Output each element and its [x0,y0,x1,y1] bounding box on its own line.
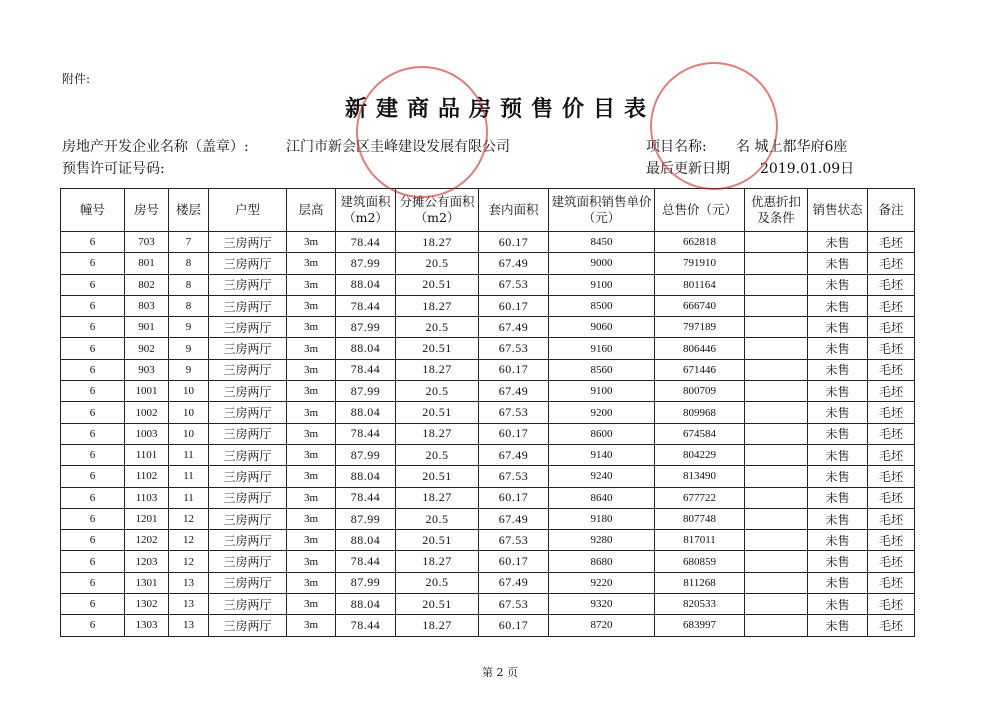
table-cell: 9 [169,317,209,338]
table-cell: 13 [169,594,209,615]
table-cell: 1301 [125,572,169,593]
table-row [61,530,915,551]
table-cell: 毛坯 [868,444,915,465]
table-cell: 10 [169,381,209,402]
table-cell: 6 [61,402,125,423]
column-header: 房号 [125,189,169,232]
table-cell: 78.44 [336,359,396,380]
table-cell: 三房两厅 [209,338,287,359]
table-cell: 78.44 [336,423,396,444]
table-cell: 未售 [808,317,868,338]
update-date: 2019.01.09日 [760,161,855,177]
table-cell [745,359,808,380]
table-row [61,615,915,636]
table-cell: 78.44 [336,551,396,572]
table-cell: 1202 [125,530,169,551]
table-cell: 10 [169,423,209,444]
table-cell: 3m [287,359,336,380]
table-cell: 毛坯 [868,530,915,551]
table-cell: 67.53 [479,466,549,487]
table-cell: 毛坯 [868,423,915,444]
table-cell: 18.27 [396,295,479,316]
column-header: 销售状态 [808,189,868,232]
column-header: 分摊公有面积（m2） [396,189,479,232]
project-name: 名 城上都华府6座 [736,139,848,155]
table-cell: 67.49 [479,572,549,593]
table-cell: 683997 [655,615,745,636]
table-cell: 60.17 [479,487,549,508]
table-cell: 20.51 [396,594,479,615]
table-cell: 60.17 [479,423,549,444]
table-cell: 20.5 [396,317,479,338]
table-cell: 680859 [655,551,745,572]
developer-name: 江门市新会区圭峰建设发展有限公司 [286,139,510,155]
government-seal [650,62,778,190]
table-cell: 9200 [549,402,655,423]
column-header: 建筑面积（m2） [336,189,396,232]
table-cell: 60.17 [479,295,549,316]
table-cell: 3m [287,594,336,615]
table-cell: 3m [287,402,336,423]
price-table [60,188,915,637]
table-cell: 三房两厅 [209,487,287,508]
table-cell: 3m [287,274,336,295]
table-cell: 1103 [125,487,169,508]
table-cell: 811268 [655,572,745,593]
table-cell: 13 [169,572,209,593]
company-seal [356,66,488,198]
table-cell: 9280 [549,530,655,551]
table-cell: 78.44 [336,615,396,636]
table-row [61,444,915,465]
table-cell: 三房两厅 [209,594,287,615]
table-cell: 8 [169,274,209,295]
table-cell: 67.53 [479,594,549,615]
table-cell: 1102 [125,466,169,487]
table-cell: 78.44 [336,487,396,508]
table-cell: 3m [287,253,336,274]
table-cell: 3m [287,615,336,636]
table-cell: 9180 [549,508,655,529]
table-cell: 未售 [808,466,868,487]
table-cell: 未售 [808,530,868,551]
table-cell: 未售 [808,232,868,253]
column-header: 建筑面积销售单价（元） [549,189,655,232]
table-cell: 未售 [808,359,868,380]
table-cell: 6 [61,232,125,253]
document-title: 新建商品房预售价目表 [344,96,655,122]
table-cell: 3m [287,508,336,529]
table-cell: 未售 [808,253,868,274]
table-cell: 6 [61,381,125,402]
table-cell: 3m [287,338,336,359]
table-cell: 8 [169,295,209,316]
table-cell: 毛坯 [868,487,915,508]
table-cell: 703 [125,232,169,253]
table-cell: 9 [169,338,209,359]
table-cell: 67.49 [479,317,549,338]
table-cell: 6 [61,572,125,593]
table-cell: 毛坯 [868,359,915,380]
attachment-label: 附件: [62,72,91,86]
table-cell: 9100 [549,381,655,402]
table-cell: 806446 [655,338,745,359]
table-cell: 三房两厅 [209,232,287,253]
table-cell: 20.51 [396,338,479,359]
table-header-row [61,189,915,232]
table-cell: 20.51 [396,466,479,487]
table-cell: 9160 [549,338,655,359]
table-cell: 10 [169,402,209,423]
table-cell: 9 [169,359,209,380]
table-cell: 3m [287,295,336,316]
table-cell: 813490 [655,466,745,487]
table-row [61,295,915,316]
table-row [61,572,915,593]
table-cell: 67.49 [479,381,549,402]
table-cell: 20.51 [396,530,479,551]
table-cell: 662818 [655,232,745,253]
table-cell: 三房两厅 [209,402,287,423]
table-cell: 60.17 [479,359,549,380]
table-cell: 三房两厅 [209,615,287,636]
table-cell: 三房两厅 [209,317,287,338]
table-cell: 67.53 [479,530,549,551]
table-cell: 20.51 [396,402,479,423]
column-header: 套内面积 [479,189,549,232]
table-cell: 毛坯 [868,466,915,487]
table-cell: 3m [287,551,336,572]
table-cell: 未售 [808,381,868,402]
table-row [61,508,915,529]
table-cell: 9220 [549,572,655,593]
table-cell: 804229 [655,444,745,465]
column-header: 户型 [209,189,287,232]
table-cell [745,508,808,529]
table-cell: 1303 [125,615,169,636]
table-cell: 18.27 [396,232,479,253]
table-cell: 毛坯 [868,402,915,423]
table-body [61,232,915,637]
table-cell: 6 [61,423,125,444]
table-cell: 807748 [655,508,745,529]
table-cell: 三房两厅 [209,508,287,529]
table-cell: 6 [61,253,125,274]
table-cell: 6 [61,317,125,338]
column-header: 备注 [868,189,915,232]
table-row [61,274,915,295]
table-cell: 毛坯 [868,338,915,359]
table-cell [745,232,808,253]
table-cell: 3m [287,423,336,444]
table-cell: 9320 [549,594,655,615]
table-cell: 666740 [655,295,745,316]
table-cell: 未售 [808,274,868,295]
table-cell: 三房两厅 [209,466,287,487]
table-cell: 6 [61,338,125,359]
table-cell [745,402,808,423]
table-cell: 9100 [549,274,655,295]
table-cell: 677722 [655,487,745,508]
table-cell [745,466,808,487]
table-cell: 87.99 [336,572,396,593]
table-cell: 8560 [549,359,655,380]
table-cell: 三房两厅 [209,253,287,274]
table-cell: 901 [125,317,169,338]
table-cell: 毛坯 [868,295,915,316]
table-cell: 800709 [655,381,745,402]
table-cell: 78.44 [336,232,396,253]
table-cell: 801 [125,253,169,274]
table-cell: 88.04 [336,338,396,359]
table-cell: 18.27 [396,487,479,508]
table-cell: 18.27 [396,359,479,380]
table-cell: 12 [169,508,209,529]
table-cell: 1101 [125,444,169,465]
table-cell [745,530,808,551]
table-cell: 67.53 [479,402,549,423]
table-cell: 18.27 [396,423,479,444]
table-cell: 3m [287,530,336,551]
table-cell: 6 [61,487,125,508]
table-cell: 60.17 [479,551,549,572]
table-cell: 三房两厅 [209,274,287,295]
table-cell: 3m [287,381,336,402]
table-cell: 674584 [655,423,745,444]
table-cell: 20.5 [396,508,479,529]
table-cell: 三房两厅 [209,551,287,572]
table-cell: 903 [125,359,169,380]
table-cell [745,444,808,465]
table-cell: 902 [125,338,169,359]
table-cell: 未售 [808,295,868,316]
table-cell: 8 [169,253,209,274]
table-cell: 20.5 [396,381,479,402]
table-cell: 67.49 [479,444,549,465]
table-cell: 88.04 [336,466,396,487]
table-cell [745,253,808,274]
table-cell: 毛坯 [868,381,915,402]
table-cell: 毛坯 [868,572,915,593]
table-row [61,402,915,423]
table-cell: 18.27 [396,615,479,636]
table-cell: 87.99 [336,508,396,529]
table-cell: 未售 [808,594,868,615]
table-cell: 1201 [125,508,169,529]
table-cell: 毛坯 [868,615,915,636]
table-cell: 未售 [808,572,868,593]
table-cell: 毛坯 [868,594,915,615]
table-cell: 6 [61,359,125,380]
table-cell: 20.51 [396,274,479,295]
table-cell [745,615,808,636]
table-cell: 18.27 [396,551,479,572]
table-cell: 8600 [549,423,655,444]
table-cell: 1002 [125,402,169,423]
table-row [61,317,915,338]
table-cell: 78.44 [336,295,396,316]
table-row [61,594,915,615]
column-header: 优惠折扣及条件 [745,189,808,232]
table-cell: 88.04 [336,594,396,615]
table-cell [745,572,808,593]
table-cell: 6 [61,274,125,295]
table-cell: 6 [61,444,125,465]
table-cell [745,317,808,338]
table-cell: 60.17 [479,232,549,253]
table-cell: 6 [61,551,125,572]
table-row [61,359,915,380]
table-cell: 三房两厅 [209,572,287,593]
update-date-label: 最后更新日期 [646,161,730,177]
table-cell: 3m [287,572,336,593]
table-cell: 8720 [549,615,655,636]
table-cell [745,487,808,508]
table-cell: 毛坯 [868,253,915,274]
table-cell [745,551,808,572]
table-row [61,253,915,274]
table-cell: 67.49 [479,253,549,274]
page-number: 第 2 页 [482,666,518,679]
table-row [61,381,915,402]
table-cell: 毛坯 [868,317,915,338]
table-cell: 1203 [125,551,169,572]
developer-label: 房地产开发企业名称（盖章）: [62,139,249,155]
table-cell: 11 [169,487,209,508]
table-cell: 三房两厅 [209,530,287,551]
table-cell: 1001 [125,381,169,402]
table-cell: 797189 [655,317,745,338]
table-cell: 三房两厅 [209,359,287,380]
table-cell: 88.04 [336,402,396,423]
table-cell: 未售 [808,402,868,423]
table-cell: 未售 [808,423,868,444]
table-row [61,423,915,444]
table-cell: 6 [61,466,125,487]
table-cell: 9000 [549,253,655,274]
column-header: 总售价（元） [655,189,745,232]
table-row [61,232,915,253]
table-cell: 8640 [549,487,655,508]
table-cell: 88.04 [336,274,396,295]
table-cell: 毛坯 [868,551,915,572]
table-cell: 11 [169,466,209,487]
table-cell: 未售 [808,444,868,465]
table-cell: 87.99 [336,253,396,274]
table-cell: 20.5 [396,253,479,274]
table-cell: 20.5 [396,444,479,465]
table-cell: 87.99 [336,444,396,465]
table-cell: 6 [61,530,125,551]
column-header: 幢号 [61,189,125,232]
table-cell: 未售 [808,615,868,636]
table-cell: 88.04 [336,530,396,551]
table-cell: 820533 [655,594,745,615]
table-cell: 3m [287,317,336,338]
table-cell: 12 [169,551,209,572]
table-cell: 67.53 [479,274,549,295]
table-cell: 1302 [125,594,169,615]
column-header: 楼层 [169,189,209,232]
table-cell: 12 [169,530,209,551]
table-cell: 803 [125,295,169,316]
project-label: 项目名称: [646,139,707,155]
table-cell: 6 [61,295,125,316]
table-cell: 9140 [549,444,655,465]
table-row [61,338,915,359]
table-cell: 6 [61,594,125,615]
column-header: 层高 [287,189,336,232]
table-cell: 20.5 [396,572,479,593]
table-cell: 802 [125,274,169,295]
permit-label: 预售许可证号码: [62,161,165,177]
table-row [61,551,915,572]
table-cell: 11 [169,444,209,465]
table-cell: 未售 [808,487,868,508]
table-cell: 未售 [808,508,868,529]
table-cell: 6 [61,615,125,636]
table-cell: 87.99 [336,317,396,338]
table-cell: 809968 [655,402,745,423]
table-cell: 3m [287,444,336,465]
table-cell: 毛坯 [868,232,915,253]
table-cell: 三房两厅 [209,423,287,444]
table-cell: 9240 [549,466,655,487]
table-cell [745,423,808,444]
table-cell: 6 [61,508,125,529]
table-cell: 3m [287,466,336,487]
table-cell: 毛坯 [868,508,915,529]
table-cell: 87.99 [336,381,396,402]
table-cell: 3m [287,232,336,253]
table-cell: 817011 [655,530,745,551]
table-cell: 8680 [549,551,655,572]
table-cell: 791910 [655,253,745,274]
table-row [61,487,915,508]
table-cell: 未售 [808,551,868,572]
table-cell: 67.49 [479,508,549,529]
table-cell: 三房两厅 [209,381,287,402]
table-cell: 8450 [549,232,655,253]
table-cell: 67.53 [479,338,549,359]
table-cell [745,338,808,359]
table-cell: 9060 [549,317,655,338]
table-cell: 1003 [125,423,169,444]
table-cell: 13 [169,615,209,636]
table-cell [745,274,808,295]
table-cell: 671446 [655,359,745,380]
table-cell: 60.17 [479,615,549,636]
table-cell [745,594,808,615]
table-cell: 8500 [549,295,655,316]
table-cell [745,295,808,316]
table-cell: 三房两厅 [209,295,287,316]
table-cell: 三房两厅 [209,444,287,465]
table-cell: 毛坯 [868,274,915,295]
table-cell: 3m [287,487,336,508]
table-cell: 7 [169,232,209,253]
table-cell: 801164 [655,274,745,295]
table-row [61,466,915,487]
table-cell [745,381,808,402]
table-cell: 未售 [808,338,868,359]
